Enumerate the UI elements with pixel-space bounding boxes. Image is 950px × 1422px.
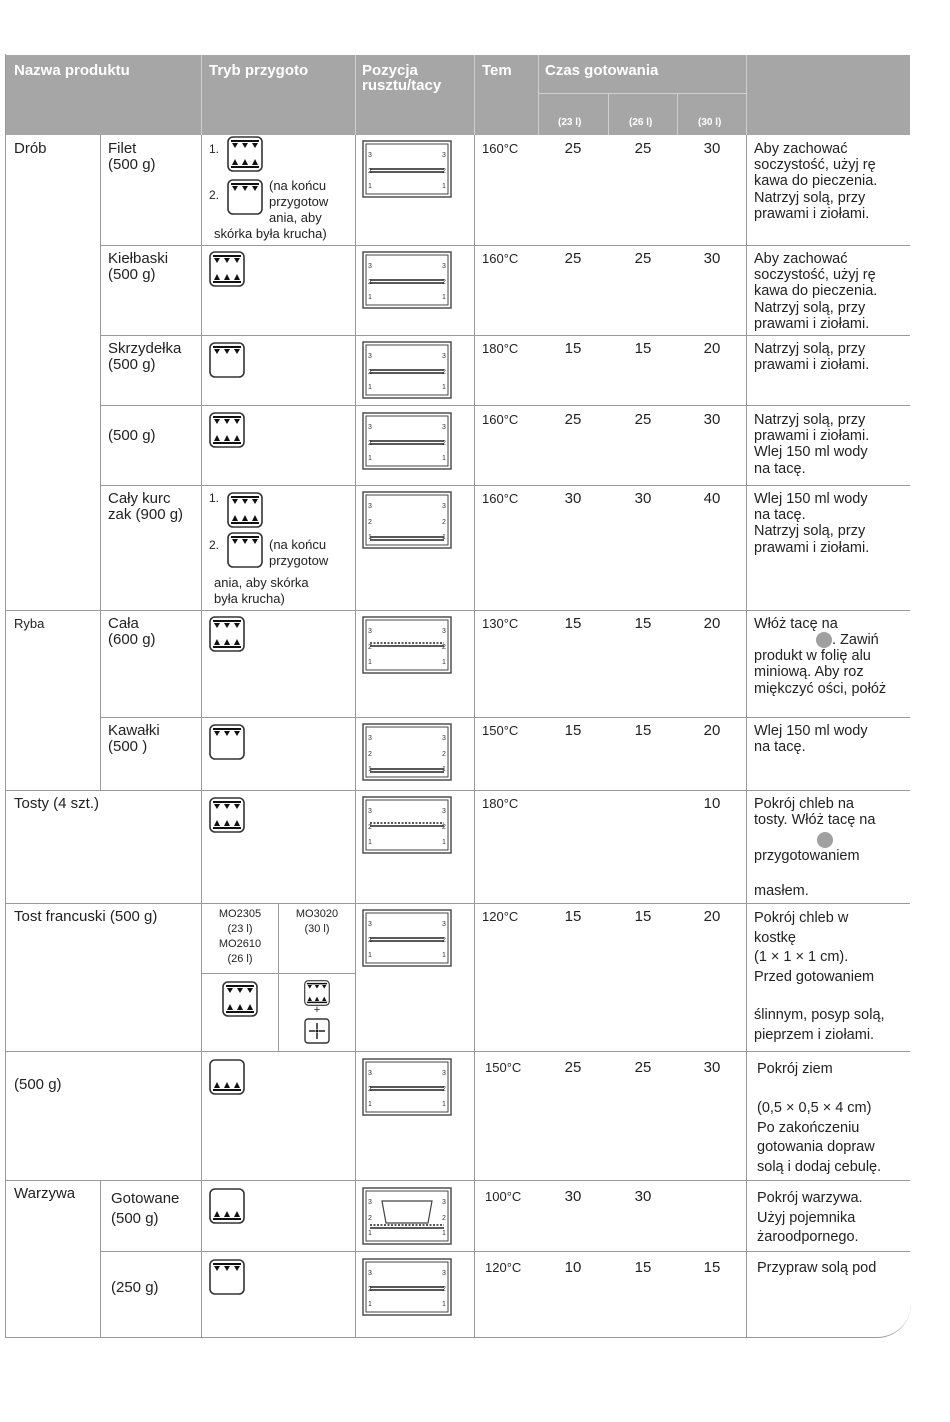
rack-position-icon [362, 909, 452, 967]
time-30: 20 [703, 340, 721, 357]
grid-line [100, 717, 910, 718]
temperature: 130°C [482, 616, 519, 631]
time-26: 15 [634, 722, 652, 739]
time-26: 15 [634, 615, 652, 632]
time-26: 30 [634, 1188, 652, 1205]
temperature: 120°C [482, 909, 519, 924]
header-time: Czas gotowania [545, 62, 659, 79]
time-30: 20 [703, 908, 721, 925]
tip-text: Aby zachować soczystość, użyj rę kawa do pieczenia. Natrzyj solą, przy prawami i ziołami. [754, 141, 878, 222]
product-label: (250 g) [111, 1279, 159, 1296]
grid-line [100, 135, 101, 610]
header-26: (26 l) [629, 117, 653, 128]
header-divider [608, 93, 609, 135]
rack-position-icon [362, 341, 452, 399]
time-23: 15 [564, 615, 582, 632]
category-label: Warzywa [14, 1185, 76, 1202]
time-30: 10 [703, 795, 721, 812]
grid-line [6, 610, 910, 611]
time-23: 15 [564, 908, 582, 925]
time-30: 30 [703, 140, 721, 157]
grid-line [6, 790, 910, 791]
time-30: 20 [703, 722, 721, 739]
header-product: Nazwa produktu [14, 62, 130, 79]
tip-text: Przypraw solą pod [757, 1260, 877, 1276]
rack-position-icon [362, 796, 452, 854]
tip-text: (0,5 × 0,5 × 4 cm) Po zakończeniu gotowania dopraw solą i dodaj cebulę. [757, 1100, 882, 1175]
tip-text: Natrzyj solą, przy prawami i ziołami. Wlej 150 ml wody na tacę. [754, 412, 870, 477]
top-heat-icon [209, 724, 245, 760]
grid-line [201, 135, 202, 1337]
tip-text: Pokrój chleb na tosty. Włóż tacę na [754, 796, 876, 829]
tip-text: przygotowaniem [754, 848, 860, 864]
category-label: Ryba [14, 616, 45, 631]
time-26: 30 [634, 490, 652, 507]
time-26: 15 [634, 340, 652, 357]
time-23: 15 [564, 340, 582, 357]
rack-position-icon [362, 140, 452, 198]
mode-note: (na końcu przygotow [269, 537, 329, 568]
tip-text: ślinnym, posyp solą, pieprzem i ziołami. [754, 1007, 885, 1043]
bottom-heat-icon [209, 1059, 245, 1095]
top-heat-icon [209, 1259, 245, 1295]
grid-line [6, 903, 910, 904]
top-heat-icon [227, 532, 263, 568]
step-number: 1. [209, 491, 220, 505]
grid-line [100, 485, 910, 486]
step-number: 1. [209, 142, 220, 156]
time-23: 25 [564, 250, 582, 267]
temperature: 100°C [485, 1189, 522, 1204]
time-30: 30 [703, 250, 721, 267]
model-label: MO3020 (30 l) [295, 908, 339, 935]
grid-line [278, 903, 279, 1051]
time-26: 15 [634, 908, 652, 925]
top-heat-icon [209, 342, 245, 378]
grid-line [6, 1051, 910, 1052]
table-header [6, 55, 910, 135]
time-23: 25 [564, 1059, 582, 1076]
fan-icon [304, 1018, 330, 1044]
step-number: 2. [209, 538, 220, 552]
product-label: Filet (500 g) [108, 140, 156, 173]
product-label: Kiełbaski (500 g) [108, 250, 169, 283]
time-30: 30 [703, 1059, 721, 1076]
tip-text: Wlej 150 ml wody na tacę. Natrzyj solą, przy prawami i ziołami. [754, 491, 870, 556]
tip-text: Pokrój ziem [757, 1061, 833, 1077]
rack-level-marker-icon [817, 832, 833, 848]
time-26: 25 [634, 140, 652, 157]
header-divider [538, 93, 746, 94]
category-label: Tosty (4 szt.) [14, 795, 100, 812]
product-label: Cały kurc zak (900 g) [108, 490, 184, 523]
tip-text: Włóż tacę na [754, 616, 838, 632]
header-divider [201, 55, 202, 135]
product-label: Cała (600 g) [108, 615, 156, 648]
time-26: 25 [634, 411, 652, 428]
top-bottom-heat-icon [227, 492, 263, 528]
product-label: Gotowane (500 g) [111, 1190, 180, 1227]
time-26: 25 [634, 1059, 652, 1076]
header-position: Pozycja rusztu/tacy [362, 62, 442, 94]
header-divider [677, 93, 678, 135]
mode-note: skórka była krucha) [214, 226, 327, 241]
grid-line [746, 135, 747, 1337]
grid-line [100, 610, 101, 790]
grid-line [100, 1251, 910, 1252]
time-26: 15 [634, 1259, 652, 1276]
grid-line [355, 135, 356, 1337]
temperature: 150°C [485, 1060, 522, 1075]
time-23: 30 [564, 490, 582, 507]
header-temp: Tem [482, 62, 512, 79]
mode-note: ania, aby skórka była krucha) [214, 575, 309, 606]
header-divider [474, 55, 475, 135]
top-bottom-heat-icon [209, 616, 245, 652]
tip-text: masłem. [754, 883, 809, 899]
rack-position-icon [362, 1058, 452, 1116]
top-bottom-heat-icon [209, 412, 245, 448]
tip-text: Pokrój warzywa. Użyj pojemnika żaroodpornego. [757, 1190, 863, 1245]
time-30: 30 [703, 411, 721, 428]
time-23: 25 [564, 140, 582, 157]
rack-position-icon [362, 491, 452, 549]
temperature: 180°C [482, 341, 519, 356]
header-mode: Tryb przygoto [209, 62, 309, 79]
temperature: 160°C [482, 491, 519, 506]
tip-text: Aby zachować soczystość, użyj rę kawa do pieczenia. Natrzyj solą, przy prawami i ziołami. [754, 251, 878, 332]
temperature: 120°C [485, 1260, 522, 1275]
product-label: Skrzydełka (500 g) [108, 340, 182, 373]
temperature: 160°C [482, 251, 519, 266]
temperature: 160°C [482, 141, 519, 156]
top-bottom-heat-icon [222, 981, 258, 1017]
mode-note: (na końcu przygotow ania, aby [269, 178, 329, 225]
product-label: (500 g) [108, 427, 156, 444]
time-23: 25 [564, 411, 582, 428]
time-23: 15 [564, 722, 582, 739]
grid-line [201, 973, 355, 974]
rack-position-icon [362, 1187, 452, 1245]
grid-line [100, 335, 910, 336]
temperature: 160°C [482, 412, 519, 427]
tip-text: Pokrój chleb w kostkę (1 × 1 × 1 cm). Przed gotowaniem [754, 910, 875, 985]
header-30: (30 l) [698, 117, 722, 128]
grid-line [100, 245, 910, 246]
rack-position-icon [362, 1258, 452, 1316]
top-bottom-heat-icon [227, 136, 263, 172]
header-divider [538, 55, 539, 135]
grid-line [474, 135, 475, 1337]
category-label: Drób [14, 140, 47, 157]
time-30: 40 [703, 490, 721, 507]
time-30: 20 [703, 615, 721, 632]
category-label: (500 g) [14, 1076, 62, 1093]
rack-position-icon [362, 723, 452, 781]
time-23: 10 [564, 1259, 582, 1276]
tip-text: Natrzyj solą, przy prawami i ziołami. [754, 341, 870, 374]
top-bottom-heat-icon [209, 797, 245, 833]
temperature: 180°C [482, 796, 519, 811]
top-bottom-heat-icon [209, 251, 245, 287]
rack-position-icon [362, 251, 452, 309]
top-heat-icon [227, 179, 263, 215]
grid-line [100, 405, 910, 406]
header-23: (23 l) [558, 117, 582, 128]
top-bottom-heat-icon [304, 980, 330, 1006]
time-30: 15 [703, 1259, 721, 1276]
temperature: 150°C [482, 723, 519, 738]
time-26: 25 [634, 250, 652, 267]
grid-line [100, 1180, 101, 1337]
header-divider [746, 55, 747, 135]
rack-position-icon [362, 616, 452, 674]
grid-line [6, 1180, 910, 1181]
step-number: 2. [209, 188, 220, 202]
bottom-heat-icon [209, 1188, 245, 1224]
time-23: 30 [564, 1188, 582, 1205]
tip-text: Wlej 150 ml wody na tacę. [754, 723, 868, 756]
header-divider [355, 55, 356, 135]
category-label: Tost francuski (500 g) [14, 908, 158, 925]
rack-position-icon [362, 412, 452, 470]
product-label: Kawałki (500 ) [108, 722, 160, 755]
tip-text: . Zawiń produkt w folię alu miniową. Aby roz miękczyć ości, połóż [754, 632, 887, 697]
model-label: MO2305 (23 l) MO2610 (26 l) [218, 908, 262, 965]
plus-sign: + [313, 1004, 321, 1016]
